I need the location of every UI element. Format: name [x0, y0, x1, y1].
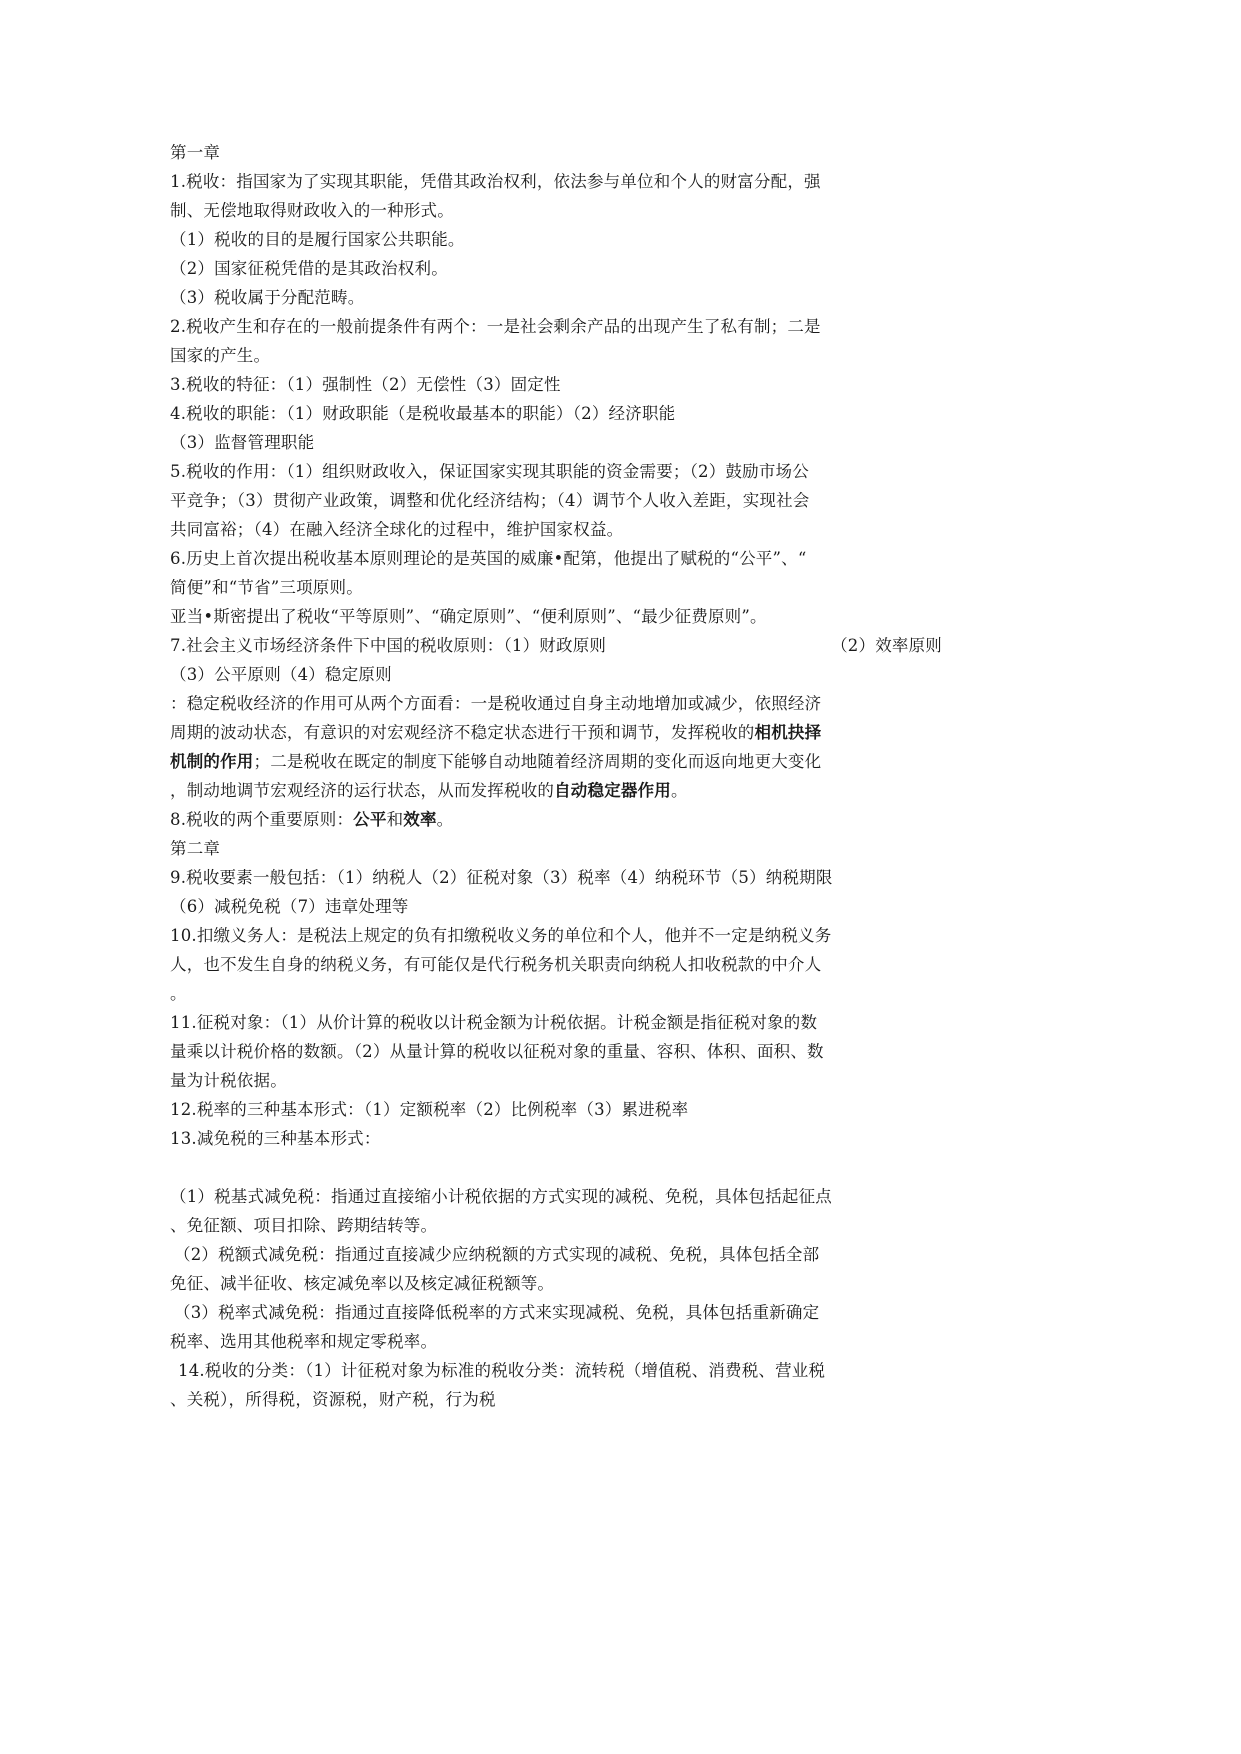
paragraph-10 — [170, 921, 942, 1008]
text-line: 量为计税依据。 — [170, 1071, 287, 1090]
text-line: 9.税收要素一般包括：（1）纳税人（2）征税对象（3）税率（4）纳税环节（5）纳税期限 — [170, 868, 833, 887]
text-line: 2.税收产生和存在的一般前提条件有两个：一是社会剩余产品的出现产生了私有制；二是 — [170, 317, 821, 336]
bold-term: 相机抉择 — [754, 723, 822, 742]
text-line: ：稳定税收经济的作用可从两个方面看：一是税收通过自身主动地增加或减少，依照经济 — [170, 694, 822, 713]
text-line: 10.扣缴义务人：是税法上规定的负有扣缴税收义务的单位和个人，他并不一定是纳税义务 — [170, 926, 832, 945]
text-line: 量乘以计税价格的数额。（2）从量计算的税收以征税对象的重量、容积、体积、面积、数 — [170, 1042, 824, 1061]
text-line: （1）税基式减免税：指通过直接缩小计税依据的方式实现的减税、免税，具体包括起征点 — [170, 1187, 832, 1206]
text-line: （2）税额式减免税：指通过直接减少应纳税额的方式实现的减税、免税，具体包括全部 — [174, 1245, 820, 1264]
text-line: 平竞争；（3）贯彻产业政策，调整和优化经济结构；（4）调节个人收入差距，实现社会 — [170, 491, 810, 510]
text-segment: 。 — [671, 781, 688, 800]
paragraph-8 — [170, 805, 942, 834]
text-line: 简便”和“节省”三项原则。 — [170, 578, 363, 597]
text-line: 人，也不发生自身的纳税义务，有可能仅是代行税务机关职责向纳税人扣收税款的中介人 — [170, 955, 822, 974]
text-line — [170, 631, 942, 660]
text-segment: ，制动地调节宏观经济的运行状态，从而发挥税收的 — [170, 781, 555, 800]
bold-term: 公平 — [353, 810, 387, 829]
text-line: 1.税收：指国家为了实现其职能，凭借其政治权利，依法参与单位和个人的财富分配，强 — [170, 172, 821, 191]
paragraph-13-item-2 — [170, 1240, 942, 1298]
blank-line — [170, 1153, 942, 1182]
text-line: （3）公平原则（4）稳定原则 — [170, 665, 392, 684]
paragraph-13-item-1 — [170, 1182, 942, 1240]
chapter-heading: 第一章 — [170, 143, 221, 162]
text-line: 国家的产生。 — [170, 346, 271, 365]
text-segment: （2）效率原则 — [831, 636, 942, 655]
text-line: （3）监督管理职能 — [170, 433, 315, 452]
text-line: 免征、减半征收、核定减免率以及核定减征税额等。 — [170, 1274, 555, 1293]
text-line: 5.税收的作用：（1）组织财政收入，保证国家实现其职能的资金需要；（2）鼓励市场公 — [170, 462, 809, 481]
document-body — [170, 138, 942, 1414]
text-line: （3）税收属于分配范畴。 — [170, 288, 365, 307]
paragraph-5 — [170, 457, 942, 544]
text-segment: 周期的波动状态，有意识的对宏观经济不稳定状态进行干预和调节，发挥税收的 — [170, 723, 755, 742]
chapter-heading: 第二章 — [170, 839, 221, 858]
text-line: （1）税收的目的是履行国家公共职能。 — [170, 230, 465, 249]
paragraph-14 — [170, 1356, 942, 1414]
text-line — [170, 776, 942, 805]
paragraph-1 — [170, 167, 942, 312]
text-segment: 8.税收的两个重要原则： — [170, 810, 354, 829]
paragraph-4 — [170, 399, 942, 457]
text-line — [170, 718, 942, 747]
text-line: 税率、选用其他税率和规定零税率。 — [170, 1332, 438, 1351]
text-line: （2）国家征税凭借的是其政治权利。 — [170, 259, 448, 278]
text-line: 共同富裕；（4）在融入经济全球化的过程中，维护国家权益。 — [170, 520, 624, 539]
text-line: 11.征税对象：（1）从价计算的税收以计税金额为计税依据。计税金额是指征税对象的数 — [170, 1013, 818, 1032]
text-line: 14.税收的分类：（1）计征税对象为标准的税收分类：流转税（增值税、消费税、营业税 — [178, 1361, 826, 1380]
paragraph-9 — [170, 863, 942, 921]
paragraph-6 — [170, 544, 942, 631]
text-segment: ；二是税收在既定的制度下能够自动地随着经济周期的变化而返向地更大变化 — [253, 752, 822, 771]
text-line: 亚当•斯密提出了税收“平等原则”、“确定原则”、“便利原则”、“最少征费原则”。 — [170, 607, 767, 626]
paragraph-13: 13.减免税的三种基本形式： — [170, 1129, 381, 1148]
bold-term: 效率 — [403, 810, 437, 829]
text-line: 、关税），所得税，资源税，财产税，行为税 — [170, 1390, 496, 1409]
text-segment: 7.社会主义市场经济条件下中国的税收原则：（1）财政原则 — [170, 636, 607, 655]
text-line: 。 — [170, 984, 187, 1003]
bold-term: 自动稳定器作用 — [554, 781, 672, 800]
text-line: （3）税率式减免税：指通过直接降低税率的方式来实现减税、免税，具体包括重新确定 — [174, 1303, 820, 1322]
bold-term: 机制的作用 — [170, 752, 254, 771]
text-line: 4.税收的职能：（1）财政职能（是税收最基本的职能）（2）经济职能 — [170, 404, 676, 423]
text-line: 制、无偿地取得财政收入的一种形式。 — [170, 201, 454, 220]
text-line: 6.历史上首次提出税收基本原则理论的是英国的威廉•配第，他提出了赋税的“公平”、“ — [170, 549, 807, 568]
text-segment: 。 — [436, 810, 454, 829]
paragraph-12: 12.税率的三种基本形式：（1）定额税率（2）比例税率（3）累进税率 — [170, 1100, 689, 1119]
text-line: （6）减税免税（7）违章处理等 — [170, 897, 409, 916]
paragraph-11 — [170, 1008, 942, 1095]
paragraph-2 — [170, 312, 942, 370]
paragraph-7 — [170, 631, 942, 805]
text-line — [170, 747, 942, 776]
text-segment: 和 — [386, 810, 404, 829]
text-line: 、免征额、项目扣除、跨期结转等。 — [170, 1216, 438, 1235]
paragraph-13-item-3 — [170, 1298, 942, 1356]
paragraph-3: 3.税收的特征：（1）强制性（2）无偿性（3）固定性 — [170, 375, 561, 394]
